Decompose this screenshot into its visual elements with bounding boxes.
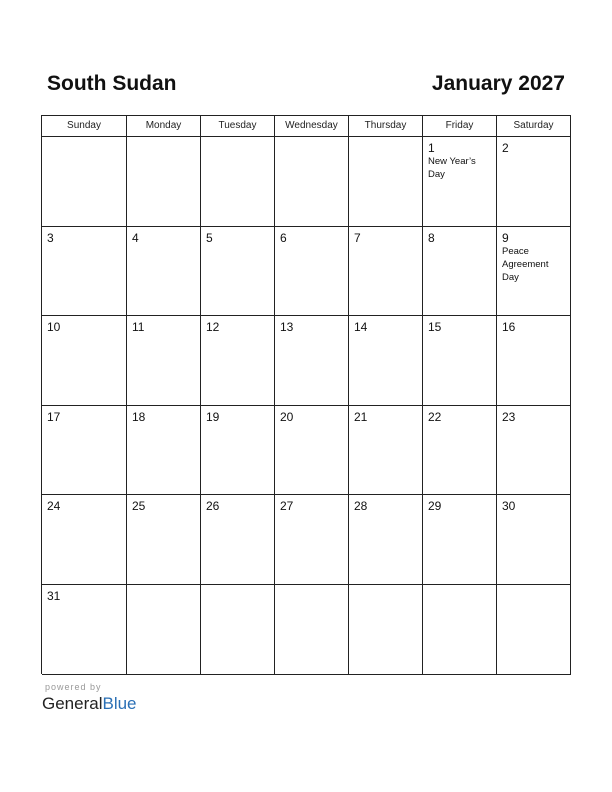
month-title: January 2027	[431, 72, 565, 95]
day-number: 27	[280, 499, 294, 514]
generalblue-logo[interactable]	[42, 694, 137, 714]
day-cell	[275, 227, 349, 317]
day-cell	[275, 316, 349, 406]
weekday-tuesday: Tuesday	[201, 116, 275, 137]
brand-blue: Blue	[102, 694, 137, 713]
weekday-thursday: Thursday	[349, 116, 423, 137]
week-row	[42, 137, 571, 227]
brand-general: General	[42, 694, 103, 713]
holiday-label: New Year’s Day	[428, 156, 476, 180]
day-cell	[201, 227, 275, 317]
day-cell	[127, 495, 201, 585]
day-cell	[201, 495, 275, 585]
day-number: 4	[132, 230, 139, 245]
day-number: 3	[47, 230, 54, 245]
day-cell	[423, 227, 497, 317]
day-number: 20	[280, 409, 294, 424]
week-row	[42, 495, 571, 585]
day-number: 25	[132, 499, 146, 514]
day-number: 19	[206, 409, 220, 424]
day-number: 10	[47, 320, 61, 335]
day-cell	[42, 495, 127, 585]
day-number: 28	[354, 499, 368, 514]
day-cell	[349, 137, 423, 227]
day-number: 30	[502, 499, 516, 514]
day-cell	[275, 137, 349, 227]
day-cell	[423, 316, 497, 406]
day-number: 15	[428, 320, 442, 335]
day-number: 5	[206, 230, 213, 245]
country-title: South Sudan	[47, 72, 177, 95]
day-cell	[423, 406, 497, 496]
week-row	[42, 585, 571, 675]
day-cell	[201, 585, 275, 675]
day-number: 26	[206, 499, 220, 514]
day-number: 9	[502, 230, 509, 245]
day-cell	[497, 137, 571, 227]
day-cell	[42, 316, 127, 406]
day-cell	[42, 227, 127, 317]
weekday-friday: Friday	[423, 116, 497, 137]
day-number: 8	[428, 230, 435, 245]
day-cell	[349, 495, 423, 585]
weekday-monday: Monday	[127, 116, 201, 137]
day-cell	[201, 406, 275, 496]
day-cell	[497, 406, 571, 496]
day-cell	[275, 406, 349, 496]
day-number: 6	[280, 230, 287, 245]
day-cell	[497, 316, 571, 406]
day-cell	[275, 585, 349, 675]
day-number: 24	[47, 499, 61, 514]
day-cell	[349, 406, 423, 496]
weekday-header-row	[42, 116, 571, 137]
day-cell	[201, 316, 275, 406]
day-cell	[42, 585, 127, 675]
day-cell	[349, 316, 423, 406]
holiday-label: Peace Agreement Day	[502, 245, 549, 283]
day-cell	[497, 495, 571, 585]
day-cell	[349, 585, 423, 675]
day-cell	[349, 227, 423, 317]
day-number: 16	[502, 320, 516, 335]
day-number: 22	[428, 409, 442, 424]
day-number: 12	[206, 320, 220, 335]
day-cell	[201, 137, 275, 227]
day-number: 23	[502, 409, 516, 424]
day-cell	[497, 227, 571, 317]
day-cell	[42, 137, 127, 227]
day-number: 31	[47, 588, 61, 603]
day-cell	[275, 495, 349, 585]
day-cell	[42, 406, 127, 496]
day-cell	[127, 227, 201, 317]
day-cell	[423, 137, 497, 227]
day-cell	[127, 137, 201, 227]
day-number: 14	[354, 320, 368, 335]
day-number: 17	[47, 409, 61, 424]
day-cell	[423, 585, 497, 675]
day-number: 13	[280, 320, 294, 335]
day-number: 11	[132, 320, 145, 335]
day-cell	[423, 495, 497, 585]
day-number: 7	[354, 230, 361, 245]
day-cell	[127, 585, 201, 675]
powered-by-text: powered by	[45, 682, 102, 692]
weekday-wednesday: Wednesday	[275, 116, 349, 137]
weekday-saturday: Saturday	[497, 116, 571, 137]
day-cell	[127, 406, 201, 496]
weekday-sunday: Sunday	[42, 116, 127, 137]
day-number: 18	[132, 409, 146, 424]
day-number: 2	[502, 141, 509, 155]
week-row	[42, 316, 571, 406]
day-number: 29	[428, 499, 442, 514]
day-cell	[497, 585, 571, 675]
calendar-grid	[41, 115, 571, 674]
week-row	[42, 227, 571, 317]
day-number: 1	[428, 141, 435, 155]
day-cell	[127, 316, 201, 406]
week-row	[42, 406, 571, 496]
day-number: 21	[354, 409, 368, 424]
